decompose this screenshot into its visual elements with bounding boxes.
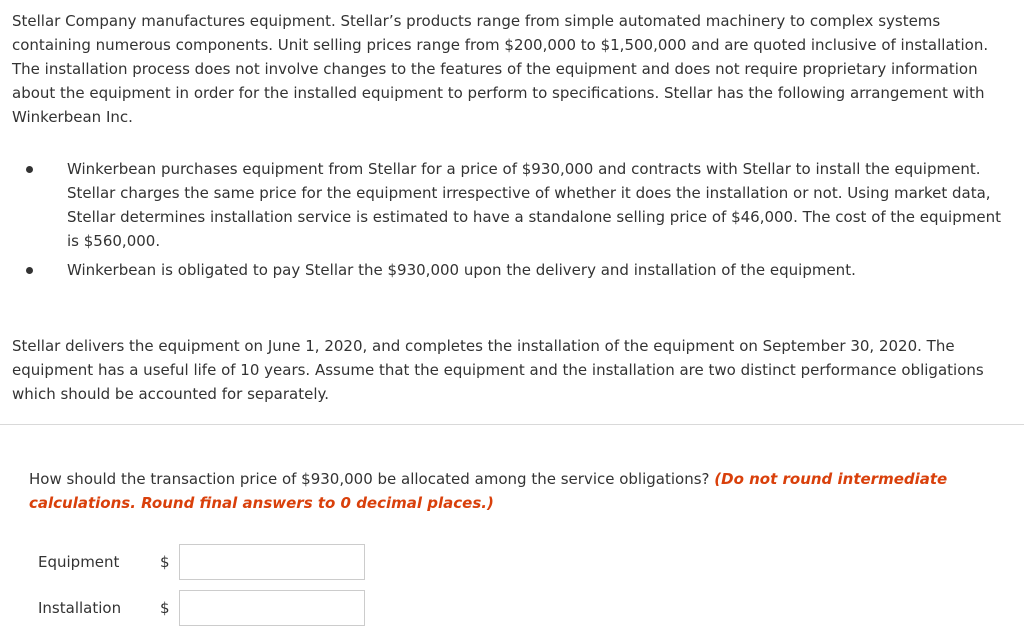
- dollar-sign: $: [160, 553, 170, 571]
- arrangement-item: [0, 258, 1012, 282]
- arrangement-item-text: Winkerbean is obligated to pay Stellar the $930,000 upon the delivery and installation of the equipment.: [67, 261, 856, 279]
- installation-label: Installation: [38, 599, 122, 617]
- dollar-sign: $: [160, 599, 170, 617]
- arrangement-list: [0, 157, 1024, 282]
- bullet-icon: [26, 166, 33, 173]
- question-instruction: (Do not round intermediate calculations. Round final answers to 0 decimal places.): [29, 470, 948, 512]
- bullet-icon: [26, 267, 33, 274]
- intro-paragraph: Stellar Company manufactures equipment. Stellar’s products range from simple automated machinery to complex systems containing numerous components. Unit selling prices range from $200,000 to $1,500,000 and are quoted inclusive of installation. The installation process does not involve changes to the features of the equipment and does not require proprietary information about the equipment in order for the installed equipment to perform to specifications. Stellar has the following arrangement with Winkerbean Inc.: [12, 12, 989, 126]
- arrangement-item: [0, 157, 1012, 253]
- question-text: How should the transaction price of $930,000 be allocated among the service obligations?: [29, 470, 710, 488]
- installation-input[interactable]: [179, 590, 365, 626]
- equipment-input[interactable]: [179, 544, 365, 580]
- scenario-paragraph: Stellar delivers the equipment on June 1, 2020, and completes the installation of the equipment on September 30, 2020. The equipment has a useful life of 10 years. Assume that the equipment and the installation are two distinct performance obligations which should be accounted for separately.: [12, 337, 984, 403]
- section-divider: [0, 424, 1024, 425]
- answer-row-installation: [0, 590, 400, 626]
- question-prompt: [29, 467, 989, 515]
- arrangement-item-text: Winkerbean purchases equipment from Stellar for a price of $930,000 and contracts with Stellar to install the equipment. Stellar charges the same price for the equipment irrespective of whether it does the installation or not. Using market data, Stellar determines installation service is estimated to have a standalone selling price of $46,000. The cost of the equipment is $560,000.: [67, 160, 1001, 250]
- answer-row-equipment: [0, 544, 400, 580]
- equipment-label: Equipment: [38, 553, 120, 571]
